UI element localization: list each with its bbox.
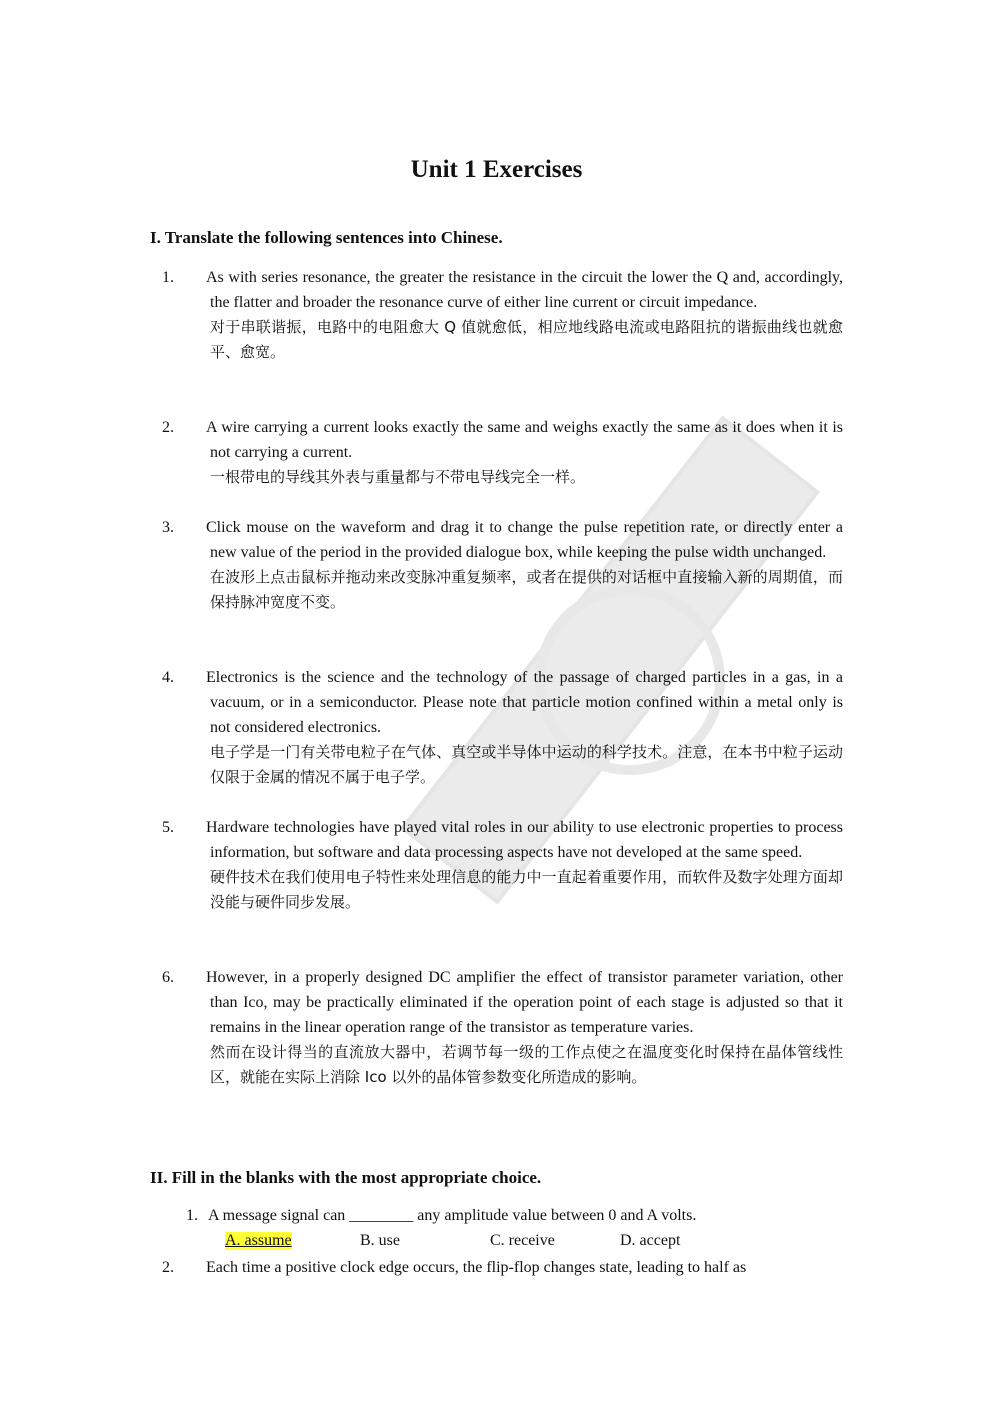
choice-d[interactable]: D. accept: [620, 1232, 681, 1249]
english-sentence: [162, 515, 843, 565]
section-heading-fill-blanks: II. Fill in the blanks with the most appropriate choice.: [150, 1168, 542, 1187]
item-number: 1.: [162, 269, 174, 286]
english-text: Electronics is the science and the technology of the passage of charged particles in a gas, in a vacuum, or in a semiconductor. Please note that particle motion confined within a metal only is not considered electronics.: [206, 669, 843, 736]
question-number: 1.: [186, 1207, 198, 1224]
translate-item-6: [162, 965, 843, 1090]
page-title: Unit 1 Exercises: [410, 156, 583, 183]
question-text: A message signal can ________ any amplitude value between 0 and A volts.: [208, 1207, 697, 1224]
english-text: Click mouse on the waveform and drag it to change the pulse repetition rate, or directly enter a new value of the period in the provided dialogue box, while keeping the pulse width unchanged.: [206, 519, 843, 561]
section-heading-translate: I. Translate the following sentences into Chinese.: [150, 228, 503, 247]
translate-item-5: [162, 815, 843, 915]
item-number: 4.: [162, 669, 174, 686]
english-text: As with series resonance, the greater the resistance in the circuit the lower the Q and, accordingly, the flatter and broader the resonance curve of either line current or circuit impedance.: [206, 269, 843, 311]
item-number: 6.: [162, 969, 174, 986]
translate-item-4: [162, 665, 843, 790]
translate-item-1: [162, 265, 843, 365]
english-text: A wire carrying a current looks exactly the same and weighs exactly the same as it does when it is not carrying a current.: [206, 419, 843, 461]
item-number: 2.: [162, 419, 174, 436]
item-number: 5.: [162, 819, 174, 836]
question-text: [162, 1255, 843, 1280]
english-text: Hardware technologies have played vital roles in our ability to use electronic properties to process information, but software and data processing aspects have not developed at the same speed.: [206, 819, 843, 861]
english-text: However, in a properly designed DC amplifier the effect of transistor parameter variation, other than Ico, may be practically eliminated if the operation point of each stage is adjusted so that it remains in the linear operation range of the transistor as temperature varies.: [206, 969, 843, 1036]
fill-question-1: [186, 1207, 696, 1225]
question-number: 2.: [162, 1259, 174, 1276]
item-number: 3.: [162, 519, 174, 536]
question-2-text: Each time a positive clock edge occurs, the flip-flop changes state, leading to half as: [206, 1259, 747, 1276]
chinese-translation: 硬件技术在我们使用电子特性来处理信息的能力中一直起着重要作用，而软件及数字处理方面却没能与硬件同步发展。: [210, 868, 843, 911]
english-sentence: [162, 965, 843, 1040]
english-sentence: [162, 265, 843, 315]
chinese-translation: 然而在设计得当的直流放大器中，若调节每一级的工作点使之在温度变化时保持在晶体管线性区，就能在实际上消除 Ico 以外的晶体管参数变化所造成的影响。: [210, 1043, 843, 1086]
fill-question-2: [162, 1255, 843, 1280]
chinese-translation: 一根带电的导线其外表与重量都与不带电导线完全一样。: [210, 468, 586, 486]
translate-item-2: [162, 415, 843, 490]
choice-a-selected[interactable]: A. assume: [225, 1232, 292, 1249]
english-sentence: [162, 665, 843, 740]
chinese-translation: 对于串联谐振，电路中的电阻愈大 Q 值就愈低，相应地线路电流或电路阻抗的谐振曲线也就愈平、愈宽。: [210, 318, 843, 361]
english-sentence: [162, 815, 843, 865]
choice-b[interactable]: B. use: [360, 1232, 400, 1249]
chinese-translation: 电子学是一门有关带电粒子在气体、真空或半导体中运动的科学技术。注意，在本书中粒子运动仅限于金属的情况不属于电子学。: [210, 743, 843, 786]
chinese-translation: 在波形上点击鼠标并拖动来改变脉冲重复频率，或者在提供的对话框中直接输入新的周期值，而保持脉冲宽度不变。: [210, 568, 843, 611]
choice-c[interactable]: C. receive: [490, 1232, 555, 1249]
translate-item-3: [162, 515, 843, 615]
english-sentence: [162, 415, 843, 465]
